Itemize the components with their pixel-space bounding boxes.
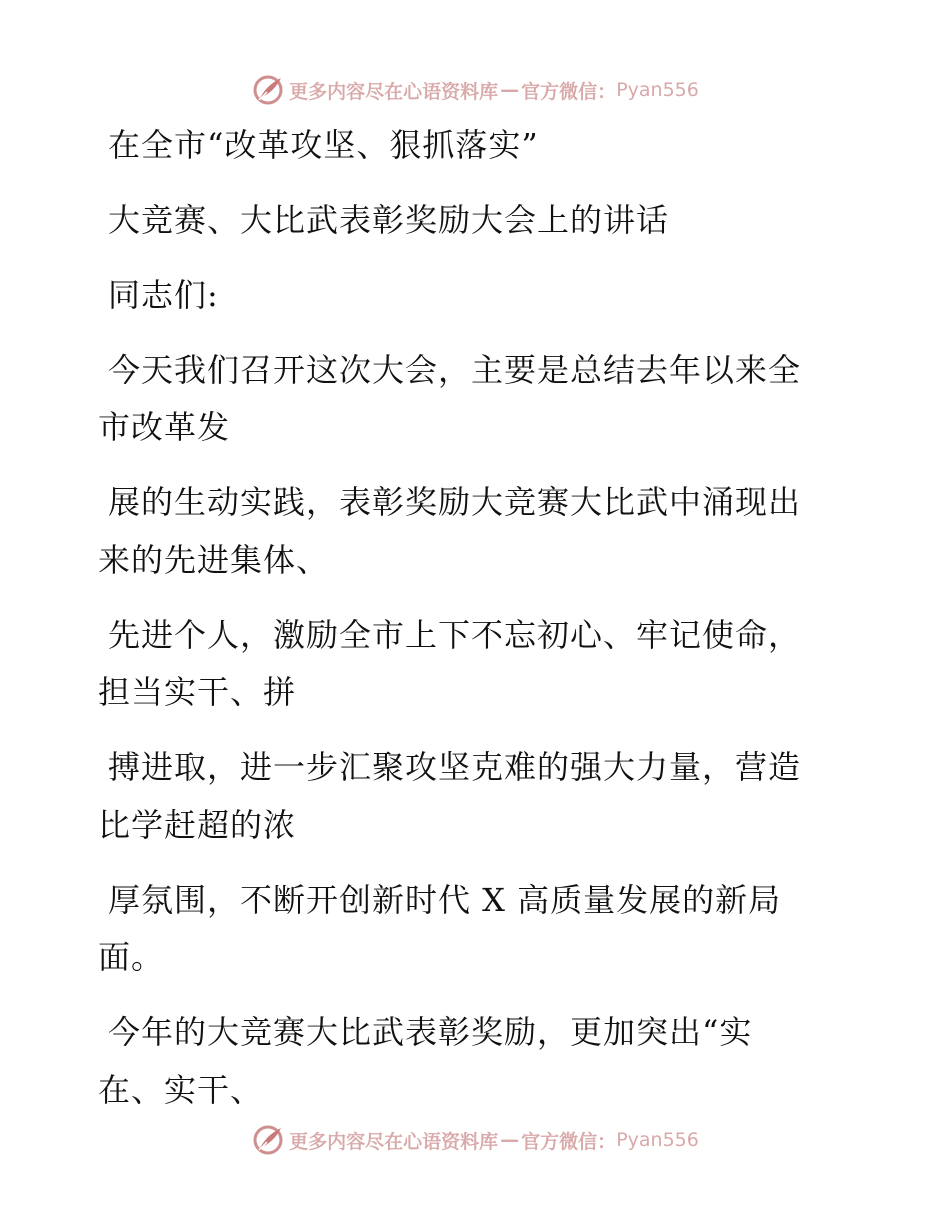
footer-watermark <box>0 1120 950 1160</box>
doc-salutation: 同志们: <box>108 276 219 314</box>
watermark-wechat-id: Pyan556 <box>616 79 699 101</box>
doc-text-line: 担当实干、拼 <box>98 673 297 711</box>
doc-text-line: 比学赶超的浓 <box>98 806 297 844</box>
doc-text-line: 先进个人，激励全市上下不忘初心、牢记使命， <box>108 616 802 654</box>
doc-title-line-1: 在全市“改革攻坚、狠抓落实” <box>108 126 539 164</box>
doc-title-line-2: 大竞赛、大比武表彰奖励大会上的讲话 <box>108 201 670 239</box>
watermark-site-text: 更多内容尽在心语资料库 <box>289 80 499 103</box>
doc-text-line: 今年的大竞赛大比武表彰奖励，更加突出“实 <box>108 1013 753 1051</box>
feather-circle-logo-icon <box>251 73 285 107</box>
header-watermark <box>0 70 950 110</box>
doc-text-line: 在、实干、 <box>98 1071 264 1109</box>
watermark-site-text: 更多内容尽在心语资料库 <box>289 1130 499 1153</box>
watermark-wechat-id: Pyan556 <box>616 1129 699 1151</box>
feather-circle-logo-icon <box>251 1123 285 1157</box>
doc-text-line: 来的先进集体、 <box>98 541 330 579</box>
doc-text-line: 搏进取，进一步汇聚攻坚克难的强大力量，营造 <box>108 748 802 786</box>
watermark-dash: — <box>500 79 520 101</box>
doc-text-line: 今天我们召开这次大会，主要是总结去年以来全 <box>108 351 802 389</box>
doc-text-line: 面。 <box>98 938 165 976</box>
watermark-wechat-label: 官方微信： <box>521 80 617 103</box>
doc-text-line: 厚氛围，不断开创新时代 X 高质量发展的新局 <box>108 881 782 919</box>
doc-text-line: 市改革发 <box>98 408 231 446</box>
watermark-dash: — <box>500 1129 520 1151</box>
watermark-wechat-label: 官方微信： <box>521 1130 617 1153</box>
doc-text-line: 展的生动实践，表彰奖励大竞赛大比武中涌现出 <box>108 483 802 521</box>
